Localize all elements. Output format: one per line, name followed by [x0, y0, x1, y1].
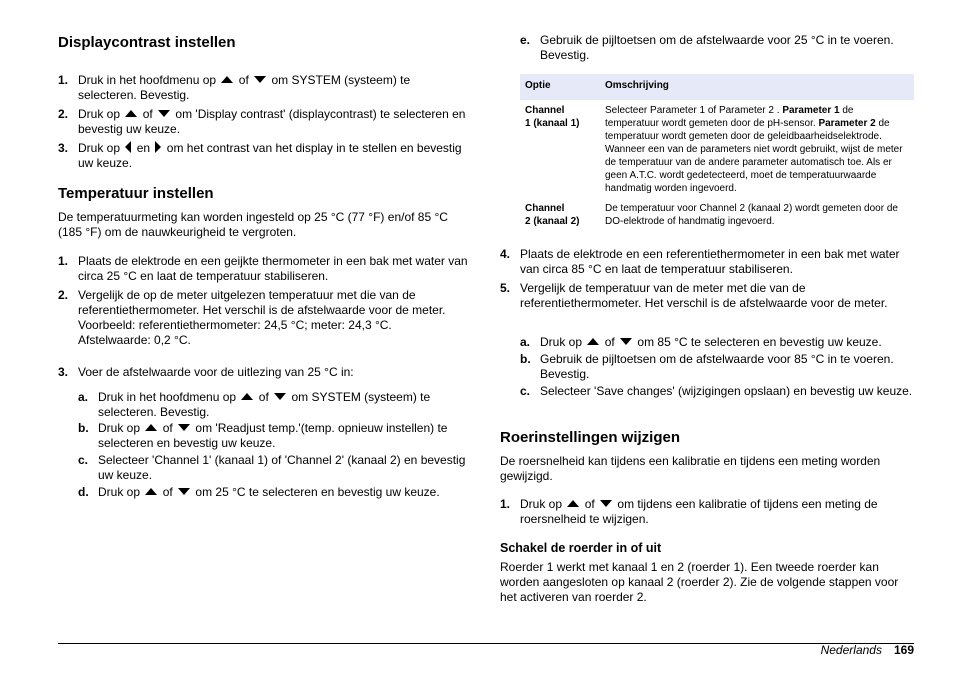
description-cell: Selecteer Parameter 1 of Parameter 2 . Parameter 1 de temperatuur wordt gemeten door de pH-sensor. Parameter 2 de temperatuur wordt gemeten door de geleidbaarheidselektrode. Wanneer een van de parameters niet wordt gebruikt, wijst de meter de temperatuur van de andere parameter automatisch toe. Als er geen A.T.C. wordt gedetecteerd, moet de temperatuurwaarde handmatig worden ingevoerd. [605, 105, 903, 194]
section-title-display-contrast: Displaycontrast instellen [58, 34, 236, 51]
list-item: 3. Druk op en om het contrast van het display in te stellen en bevestig uw keuze. [58, 141, 462, 170]
list-item: 3. Voer de afstelwaarde voor de uitlezing van 25 °C in: [58, 365, 354, 379]
arrow-up-icon [123, 107, 139, 121]
section-title-temperature: Temperatuur instellen [58, 185, 214, 202]
arrow-down-icon [156, 107, 172, 121]
table-row [520, 198, 914, 231]
intro-paragraph: De temperatuurmeting kan worden ingesteld op 25 °C (77 °F) en/of 85 °C (185 °F) om de nauwkeurigheid te vergroten. [58, 210, 448, 239]
arrow-down-icon [176, 421, 192, 435]
sub-list-item: a. Druk in het hoofdmenu op of om SYSTEM (systeem) te selecteren. Bevestig. [78, 390, 431, 419]
subsection-paragraph: Roerder 1 werkt met kanaal 1 en 2 (roerder 1). Een tweede roerder kan worden aangesloten op kanaal 2 (roerder 2). Zie de volgende stappen voor het activeren van roerder 2. [500, 560, 899, 604]
arrow-up-icon [565, 497, 581, 511]
description-cell: De temperatuur voor Channel 2 (kanaal 2) wordt gemeten door de DO-elektrode of handmatig ingevoerd. [605, 203, 898, 227]
arrow-right-icon [153, 141, 163, 155]
list-item: 1. Druk in het hoofdmenu op of om SYSTEM (systeem) te selecteren. Bevestig. [58, 73, 411, 102]
arrow-up-icon [585, 335, 601, 349]
section-title-stirring: Roerinstellingen wijzigen [500, 429, 681, 446]
list-item: 1. Druk op of om tijdens een kalibratie of tijdens een meting de roersnelheid te wijzigen. [500, 497, 878, 526]
list-item: 2. Druk op of om 'Display contrast' (displaycontrast) te selecteren en bevestig uw keuze. [58, 107, 466, 136]
option-cell: Channel 1 (kanaal 1) [525, 105, 580, 129]
table-row [520, 100, 914, 198]
footer-language: Nederlands [820, 643, 882, 657]
arrow-down-icon [176, 485, 192, 499]
list-item: 5. Vergelijk de temperatuur van de meter met die van de referentiethermometer. Het verschil is de afstelwaarde voor de meter. [500, 281, 888, 310]
arrow-down-icon [252, 73, 268, 87]
list-item: 1. Plaats de elektrode en een geijkte thermometer in een bak met water van circa 25 °C en laat de temperatuur stabiliseren. [58, 254, 468, 283]
option-cell: Channel 2 (kanaal 2) [525, 203, 580, 227]
arrow-down-icon [618, 335, 634, 349]
arrow-up-icon [143, 421, 159, 435]
sub-list-item: b. Druk op of om 'Readjust temp.'(temp. opnieuw instellen) te selecteren en bevestig uw keuze. [78, 421, 448, 450]
table-header-row [520, 74, 914, 100]
arrow-down-icon [598, 497, 614, 511]
sub-list-item: d. Druk op of om 25 °C te selecteren en bevestig uw keuze. [78, 485, 440, 499]
sub-list-item: c. Selecteer 'Save changes' (wijzigingen opslaan) en bevestig uw keuze. [520, 384, 913, 398]
arrow-left-icon [123, 141, 133, 155]
arrow-up-icon [219, 73, 235, 87]
column-header-option: Optie [520, 74, 600, 100]
list-item: 4. Plaats de elektrode en een referentiethermometer in een bak met water van circa 85 °C en laat de temperatuur stabiliseren. [500, 247, 900, 276]
list-item: 2. Vergelijk de op de meter uitgelezen temperatuur met die van de referentiethermometer. Het verschil is de afstelwaarde voor de meter. Voorbeeld: referentiethermometer: 24,5 °C; meter: 24,3 °C. Afstelwaarde: 0,2 °C. [58, 288, 446, 347]
arrow-up-icon [239, 390, 255, 404]
sub-list-item: e. Gebruik de pijltoetsen om de afstelwaarde voor 25 °C in te voeren. Bevestig. [520, 33, 894, 62]
arrow-up-icon [143, 485, 159, 499]
options-table [520, 74, 914, 231]
intro-paragraph: De roersnelheid kan tijdens een kalibratie en tijdens een meting worden gewijzigd. [500, 454, 881, 483]
sub-list-item: b. Gebruik de pijltoetsen om de afstelwaarde voor 85 °C in te voeren. Bevestig. [520, 352, 894, 381]
subsection-title-stirrer: Schakel de roerder in of uit [500, 541, 662, 555]
page-number: 169 [893, 643, 914, 657]
sub-list-item: c. Selecteer 'Channel 1' (kanaal 1) of 'Channel 2' (kanaal 2) en bevestig uw keuze. [78, 453, 466, 482]
arrow-down-icon [272, 390, 288, 404]
column-header-description: Omschrijving [600, 74, 914, 100]
page-footer [821, 643, 914, 657]
sub-list-item: a. Druk op of om 85 °C te selecteren en bevestig uw keuze. [520, 335, 882, 349]
footer-divider [58, 643, 914, 644]
